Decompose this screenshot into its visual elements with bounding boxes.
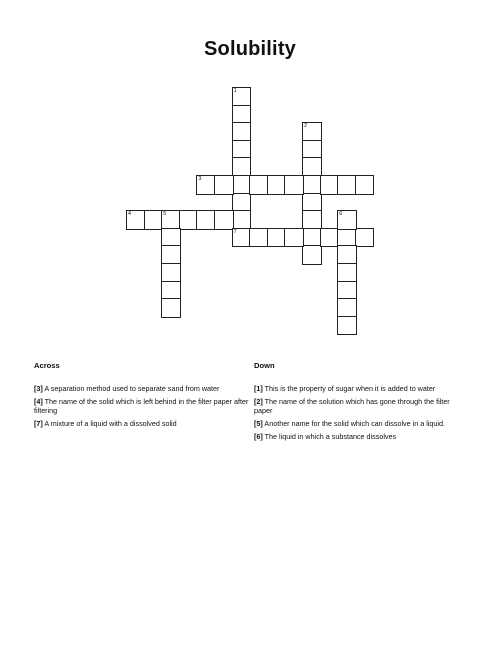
grid-cell[interactable]	[196, 210, 216, 230]
grid-cell[interactable]	[302, 228, 322, 248]
grid-cell[interactable]	[232, 105, 252, 125]
grid-cell[interactable]	[302, 193, 322, 213]
clue-number: [6]	[254, 432, 263, 442]
clue-text: The name of the solution which has gone through the filter paper	[254, 397, 450, 415]
clue-text: Another name for the solid which can dissolve in a liquid.	[264, 418, 445, 428]
grid-cell[interactable]	[249, 228, 269, 248]
clue-across-3	[34, 385, 249, 393]
clue-across-4	[34, 398, 249, 414]
grid-cell[interactable]	[144, 210, 167, 230]
clue-text: A mixture of a liquid with a dissolved solid	[44, 418, 177, 428]
grid-cell[interactable]	[214, 175, 234, 195]
clue-number: [3]	[34, 384, 43, 394]
across-heading: Across	[34, 361, 60, 370]
clue-number: [2]	[254, 397, 263, 407]
across-clues	[34, 362, 249, 433]
grid-cell[interactable]	[161, 210, 181, 230]
grid-cell[interactable]	[302, 210, 322, 230]
grid-cell[interactable]	[337, 298, 357, 318]
cell-number: 1	[233, 88, 237, 94]
clue-down-1	[254, 385, 469, 393]
grid-cell[interactable]	[267, 228, 287, 248]
grid-cell[interactable]	[320, 175, 340, 195]
grid-cell[interactable]	[355, 175, 375, 195]
clue-down-2	[254, 398, 469, 414]
grid-cell[interactable]	[249, 175, 269, 195]
grid-cell[interactable]	[161, 245, 181, 265]
grid-cell[interactable]	[232, 87, 252, 107]
clue-across-7	[34, 420, 249, 428]
grid-cell[interactable]	[214, 210, 234, 230]
grid-cell[interactable]	[337, 210, 357, 230]
grid-cell[interactable]	[161, 281, 181, 301]
grid-cell[interactable]	[232, 122, 252, 142]
clue-text: The liquid in which a substance dissolves	[264, 432, 397, 442]
clue-text: A separation method used to separate sand from water	[44, 384, 220, 394]
clue-text: This is the property of sugar when it is added to water	[264, 384, 436, 394]
clue-number: [4]	[34, 397, 43, 407]
cell-number: 2	[304, 123, 308, 130]
clue-text: The name of the solid which is left behind in the filter paper after filtering	[34, 397, 249, 415]
grid-cell[interactable]	[284, 228, 304, 248]
grid-cell[interactable]	[337, 316, 357, 336]
grid-cell[interactable]	[337, 263, 357, 283]
grid-cell[interactable]	[302, 245, 322, 265]
grid-cell[interactable]	[337, 228, 357, 248]
grid-cell[interactable]	[161, 228, 181, 248]
clue-number: [7]	[34, 418, 43, 428]
grid-cell[interactable]	[232, 193, 252, 213]
cell-number: 4	[128, 211, 132, 218]
grid-cell[interactable]	[126, 210, 146, 230]
grid-cell[interactable]	[320, 228, 340, 248]
grid-cell[interactable]	[337, 245, 357, 265]
clue-number: [1]	[254, 384, 263, 394]
grid-cell[interactable]	[232, 228, 252, 248]
grid-cell[interactable]	[232, 157, 252, 177]
cell-number: 6	[339, 211, 343, 218]
page-title: Solubility	[204, 38, 296, 60]
grid-cell[interactable]	[179, 210, 199, 230]
grid-cell[interactable]	[302, 175, 322, 195]
grid-cell[interactable]	[302, 140, 322, 160]
grid-cell[interactable]	[196, 175, 216, 195]
grid-cell[interactable]	[232, 210, 252, 230]
grid-cell[interactable]	[302, 157, 322, 177]
clue-down-6	[254, 433, 469, 441]
grid-cell[interactable]	[267, 175, 287, 195]
cell-number: 3	[198, 176, 202, 182]
grid-cell[interactable]	[161, 298, 181, 318]
clue-number: [5]	[254, 418, 263, 428]
grid-cell[interactable]	[355, 228, 375, 248]
clue-down-5	[254, 420, 469, 428]
grid-cell[interactable]	[337, 281, 357, 301]
down-heading: Down	[254, 361, 275, 370]
grid-cell[interactable]	[302, 122, 322, 142]
grid-cell[interactable]	[337, 175, 357, 195]
cell-number: 5	[163, 211, 167, 218]
grid-cell[interactable]	[232, 140, 252, 160]
down-clues	[254, 362, 469, 446]
grid-cell[interactable]	[161, 263, 181, 283]
grid-cell[interactable]	[284, 175, 304, 195]
grid-cell[interactable]	[232, 175, 252, 195]
cell-number: 7	[233, 228, 237, 235]
